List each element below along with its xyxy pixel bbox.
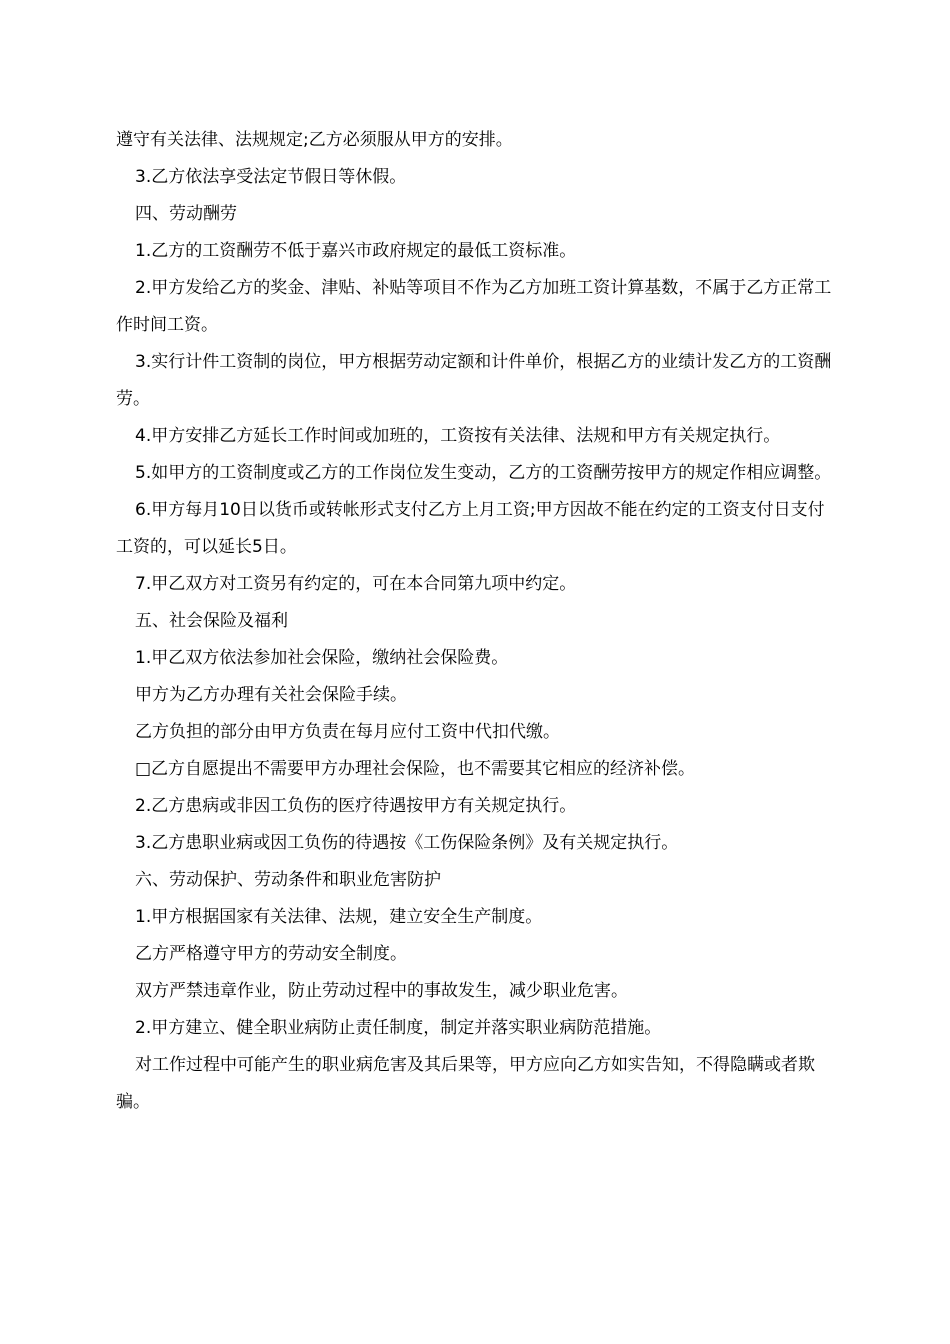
paragraph-6-2: 2.甲方建立、健全职业病防止责任制度，制定并落实职业病防范措施。	[135, 1018, 662, 1038]
paragraph-5-1-a: 甲方为乙方办理有关社会保险手续。	[135, 685, 407, 705]
document-body	[116, 122, 836, 1121]
paragraph-4-4: 4.甲方安排乙方延长工作时间或加班的，工资按有关法律、法规和甲方有关规定执行。	[135, 426, 781, 446]
paragraph-5-1: 1.甲乙双方依法参加社会保险，缴纳社会保险费。	[135, 648, 509, 668]
paragraph-5-2: 2.乙方患病或非因工负伤的医疗待遇按甲方有关规定执行。	[135, 796, 577, 816]
paragraph-5-3: 3.乙方患职业病或因工负伤的待遇按《工伤保险条例》及有关规定执行。	[135, 833, 679, 853]
paragraph-5-1-b: 乙方负担的部分由甲方负责在每月应付工资中代扣代缴。	[135, 722, 560, 742]
paragraph-6-2-a: 对工作过程中可能产生的职业病危害及其后果等，甲方应向乙方如实告知，不得隐瞒或者欺骗。	[116, 1055, 815, 1112]
paragraph-4-7: 7.甲乙双方对工资另有约定的，可在本合同第九项中约定。	[135, 574, 577, 594]
section-heading-5: 五、社会保险及福利	[135, 611, 288, 631]
paragraph-6-1: 1.甲方根据国家有关法律、法规，建立安全生产制度。	[135, 907, 543, 927]
paragraph-4-2: 2.甲方发给乙方的奖金、津贴、补贴等项目不作为乙方加班工资计算基数，不属于乙方正常工作时间工资。	[116, 278, 832, 335]
paragraph-6-1-a: 乙方严格遵守甲方的劳动安全制度。	[135, 944, 407, 964]
paragraph-4-5: 5.如甲方的工资制度或乙方的工作岗位发生变动，乙方的工资酬劳按甲方的规定作相应调整。	[135, 463, 832, 483]
paragraph-5-1-checkbox: □乙方自愿提出不需要甲方办理社会保险，也不需要其它相应的经济补偿。	[135, 759, 696, 779]
section-heading-6: 六、劳动保护、劳动条件和职业危害防护	[135, 870, 441, 890]
paragraph-6-1-b: 双方严禁违章作业，防止劳动过程中的事故发生，减少职业危害。	[135, 981, 628, 1001]
paragraph-continuation: 遵守有关法律、法规规定;乙方必须服从甲方的安排。	[116, 130, 513, 150]
paragraph-4-3: 3.实行计件工资制的岗位，甲方根据劳动定额和计件单价，根据乙方的业绩计发乙方的工资酬劳。	[116, 352, 832, 409]
section-heading-4: 四、劳动酬劳	[135, 204, 237, 224]
paragraph-4-6: 6.甲方每月10日以货币或转帐形式支付乙方上月工资;甲方因故不能在约定的工资支付日支付工资的，可以延长5日。	[116, 500, 825, 557]
paragraph-4-1: 1.乙方的工资酬劳不低于嘉兴市政府规定的最低工资标准。	[135, 241, 577, 261]
paragraph-3-holidays: 3.乙方依法享受法定节假日等休假。	[135, 167, 407, 187]
